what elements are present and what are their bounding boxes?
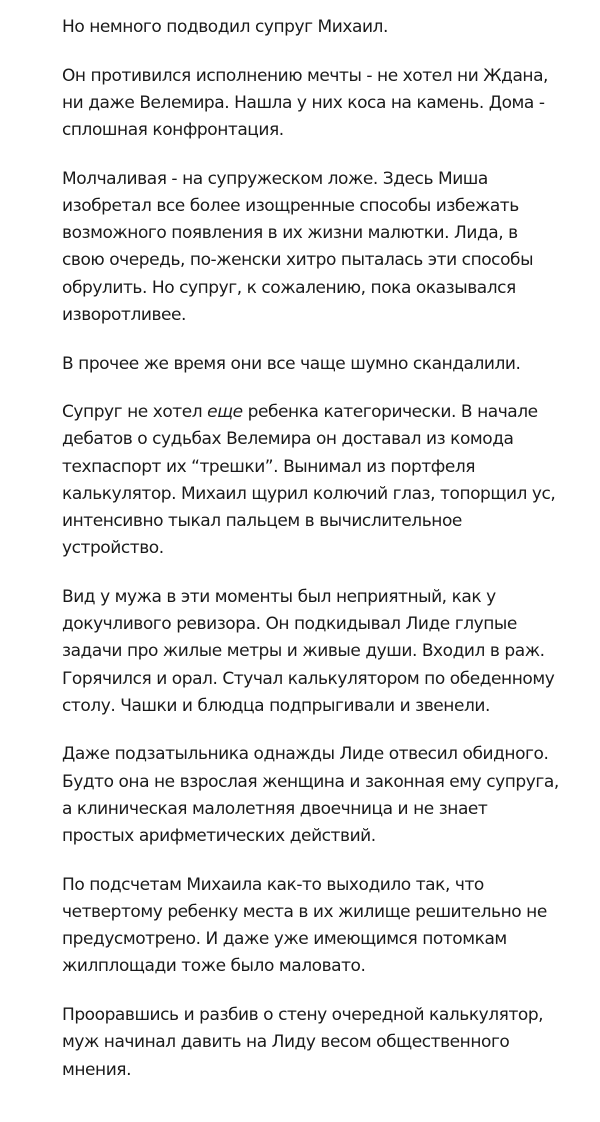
paragraph-text: ребенка категорически. В начале дебатов о судьбах Велемира он доставал из комода техпаспорт их “трешки”. Вынимал из портфеля калькулятор. Михаил щурил колючий глаз, топорщил ус, интенсивно тыкал пальцем в вычислительное устройство. <box>62 402 556 559</box>
paragraph: Молчаливая - на супружеском ложе. Здесь Миша изобретал все более изощренные способы избежать возможного появления в их жизни малютки. Лида, в свою очередь, по-женски хитро пыталась эти способы обрулить. Но супруг, к сожалению, пока оказывался изворотливее. <box>62 168 534 325</box>
paragraph: Вид у мужа в эти моменты был неприятный, как у докучливого ревизора. Он подкидывал Лиде глупые задачи про жилые метры и живые души. Входил в раж. Горячился и орал. Стучал калькулятором по обеденному столу. Чашки и блюдца подпрыгивали и звенели. <box>62 586 555 716</box>
paragraph: Прооравшись и разбив о стену очередной калькулятор, муж начинал давить на Лиду весом общественного мнения. <box>62 1005 544 1080</box>
paragraph: В прочее же время они все чаще шумно скандалили. <box>62 353 521 374</box>
paragraph: Он противился исполнению мечты - не хотел ни Ждана, ни даже Велемира. Нашла у них коса на камень. Дома - сплошная конфронтация. <box>62 65 548 141</box>
paragraph-text: Супруг не хотел <box>62 402 208 423</box>
paragraph: Но немного подводил супруг Михаил. <box>62 17 388 37</box>
paragraph: Даже подзатыльника однажды Лиде отвесил обидного. Будто она не взрослая женщина и законная ему супруга, а клиническая малолетняя двоечница и не знает простых арифметических действий. <box>62 744 559 847</box>
paragraph <box>62 399 562 562</box>
emphasis-text: еще <box>207 402 243 423</box>
article-body <box>62 14 562 1105</box>
paragraph: По подсчетам Михаила как-то выходило так, что четвертому ребенку места в их жилище решительно не предусмотрено. И даже уже имеющимся потомкам жилплощади тоже было маловато. <box>62 874 547 977</box>
